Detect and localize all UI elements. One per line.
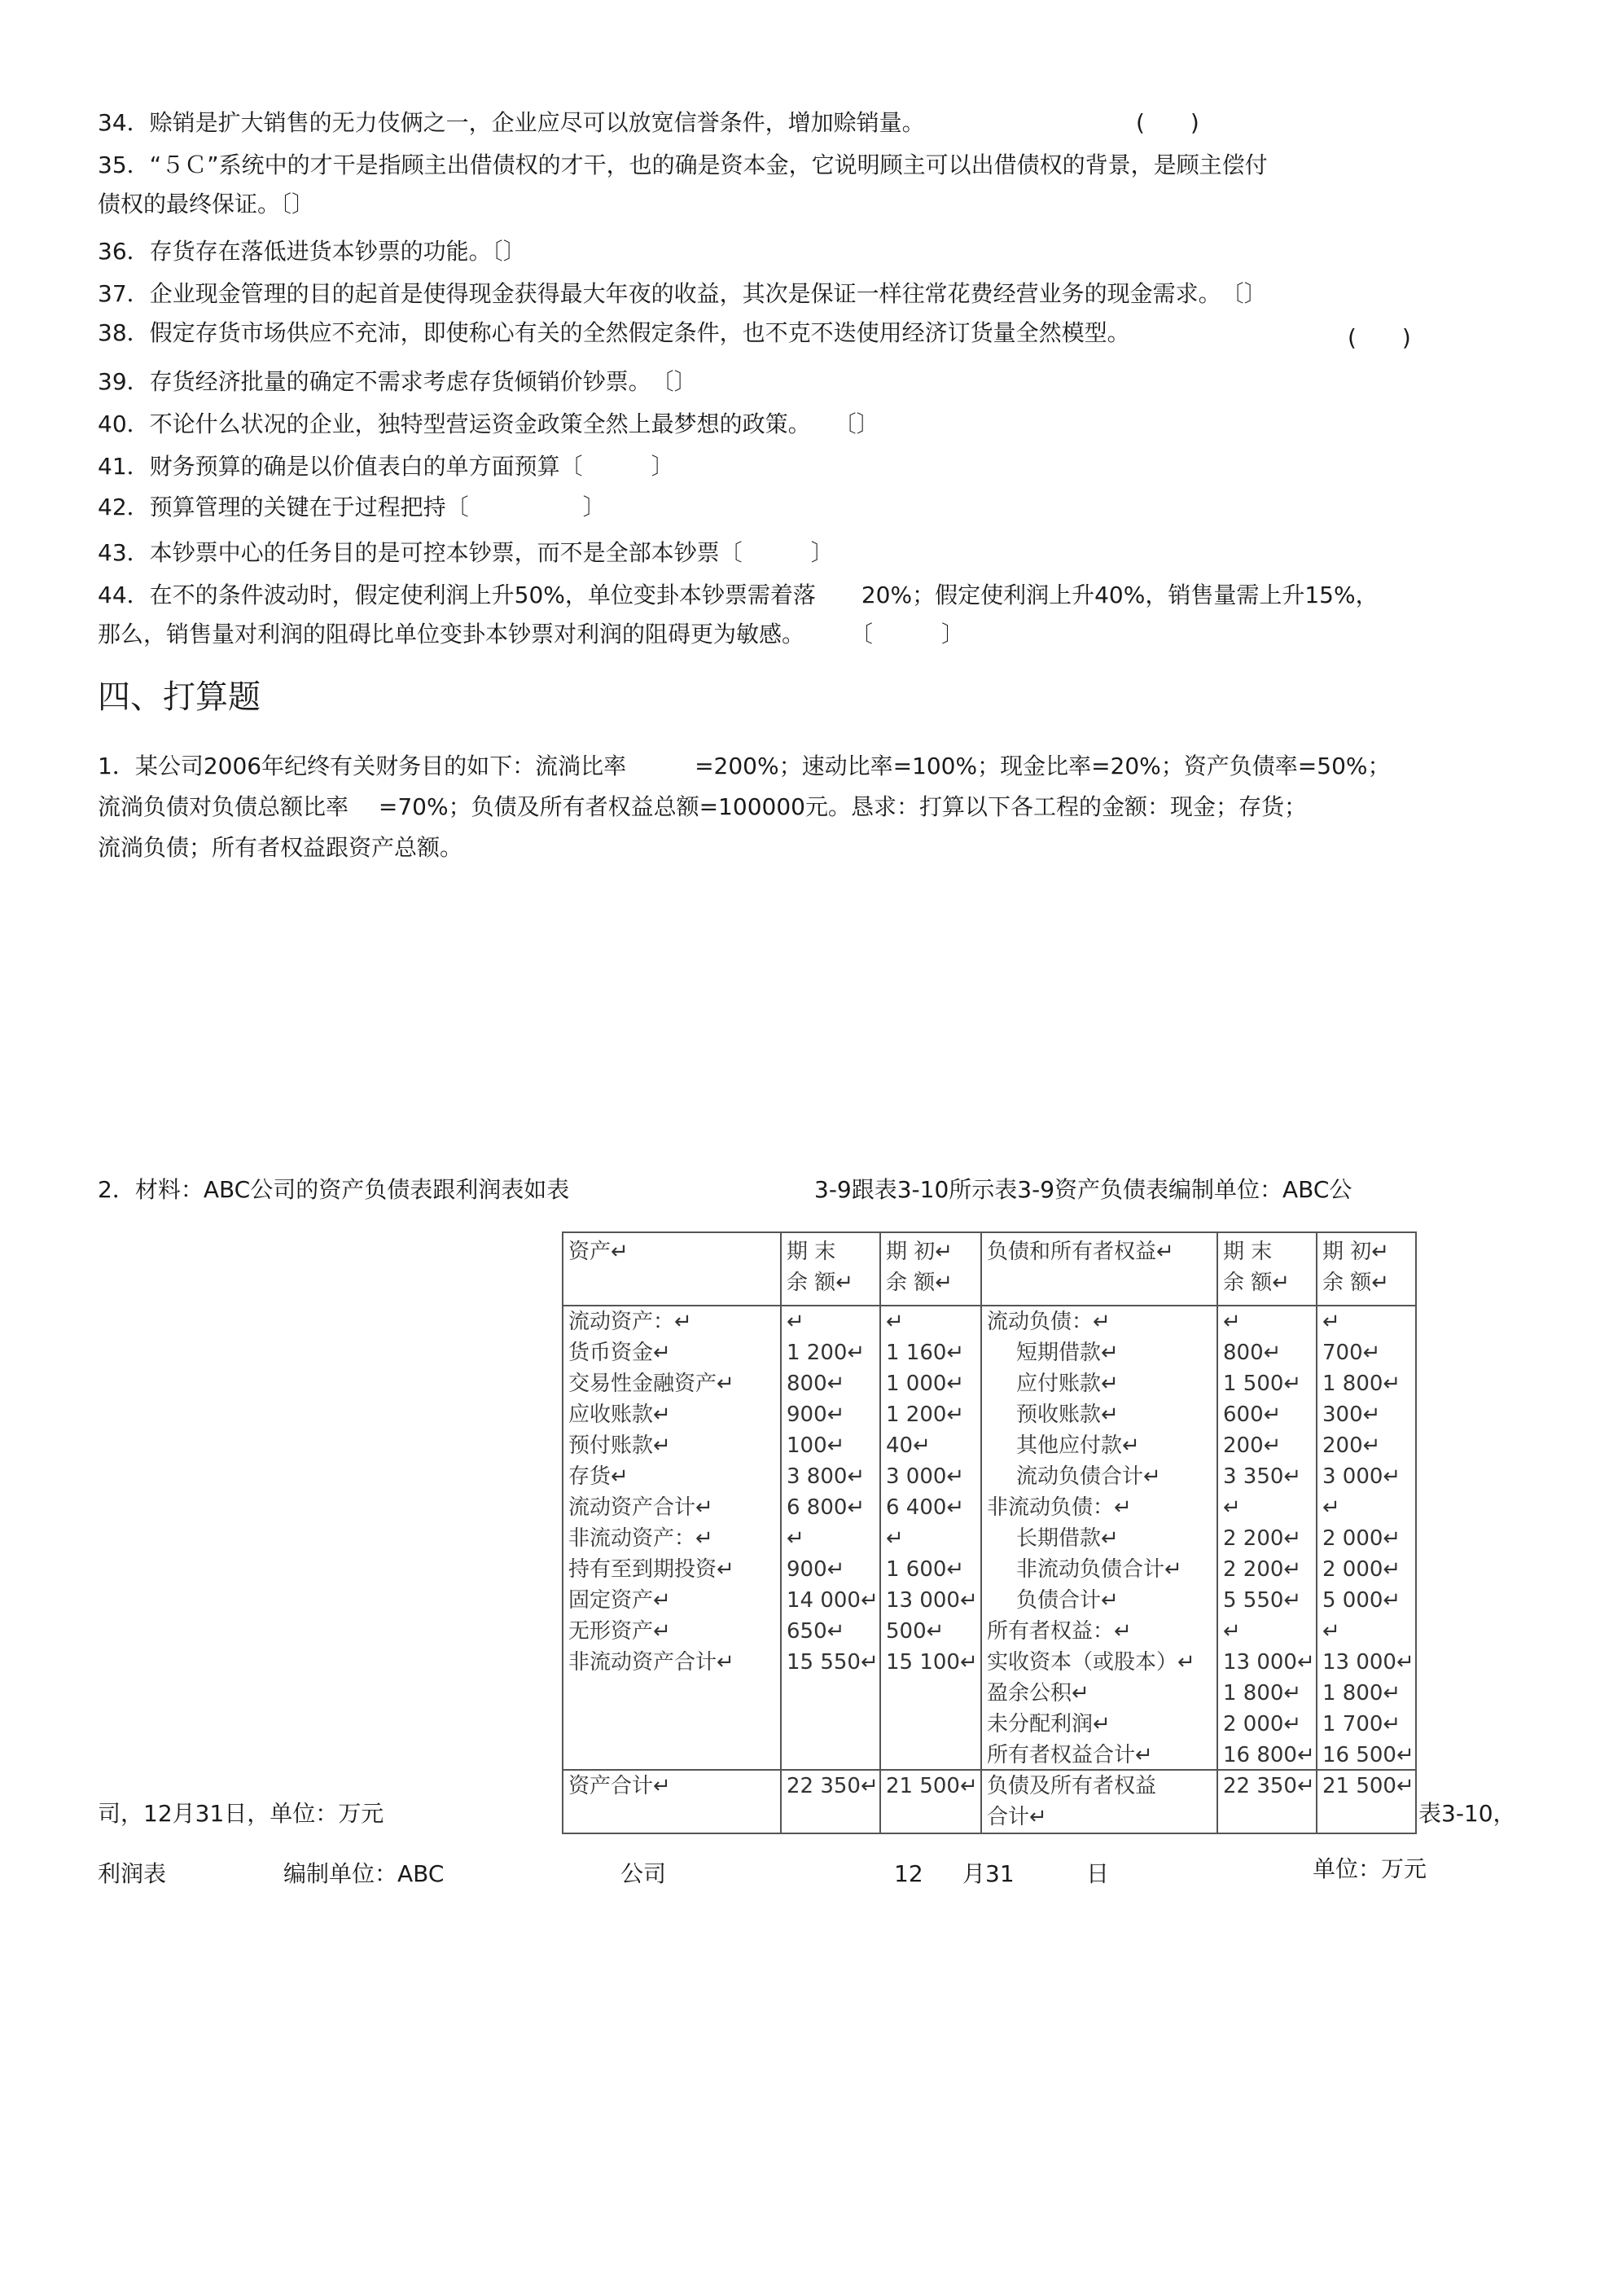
liability-end-value: 13 000↵ <box>1223 1650 1315 1675</box>
asset-item-name: 交易性金融资产↵ <box>568 1372 734 1396</box>
liability-item-name: 盈余公积↵ <box>987 1681 1089 1706</box>
liability-item-name: 非流动负债合计↵ <box>1016 1557 1182 1582</box>
header-begin-balance-2: 期 初↵ 余 额↵ <box>1317 1232 1416 1306</box>
liability-end-value: 1 800↵ <box>1223 1681 1302 1706</box>
liability-item-name: 未分配利润↵ <box>987 1712 1111 1736</box>
question-44-line1: 44．在不的条件波动时，假定使利润上升50%，单位变卦本钞票需着落 20%；假定使利润上升40%，销售量需上升15%， <box>98 582 1379 608</box>
liability-begin-value: ↵ <box>1322 1310 1340 1334</box>
liability-begin-value: 13 000↵ <box>1322 1650 1414 1675</box>
total-liab-label: 负债及所有者权益 合计↵ <box>981 1770 1217 1833</box>
question-42: 42．预算管理的关键在于过程把持〔 〕 <box>98 494 606 520</box>
table-caption: 司，12月31日，单位：万元 <box>98 1800 384 1827</box>
balance-sheet-table <box>562 1231 1417 1834</box>
asset-begin-value: 40↵ <box>886 1433 931 1458</box>
liability-item-name: 所有者权益：↵ <box>987 1619 1132 1644</box>
liability-end-values <box>1217 1306 1317 1770</box>
answer-bracket: ( ) <box>1136 109 1199 136</box>
liability-end-value: 2 200↵ <box>1223 1557 1302 1582</box>
asset-item-name: 持有至到期投资↵ <box>568 1557 734 1582</box>
asset-names <box>563 1306 781 1770</box>
asset-end-value: 100↵ <box>787 1433 845 1458</box>
day-label: 月31 <box>962 1860 1015 1887</box>
asset-item-name: 非流动资产合计↵ <box>568 1650 734 1675</box>
liability-item-name: 实收资本（或股本）↵ <box>987 1650 1195 1675</box>
question-40: 40．不论什么状况的企业，独特型营运资金政策全然上最梦想的政策。 〔〕 <box>98 410 879 437</box>
liability-begin-value: 2 000↵ <box>1322 1557 1401 1582</box>
problem-2-intro: 2．材料：ABC公司的资产负债表跟利润表如表 <box>98 1176 570 1203</box>
asset-item-name: 应收账款↵ <box>568 1403 671 1427</box>
total-assets-end: 22 350↵ <box>781 1770 880 1833</box>
table-3-10-label: 表3-10， <box>1418 1800 1516 1827</box>
liability-end-value: 5 550↵ <box>1223 1588 1302 1613</box>
asset-begin-value: 6 400↵ <box>886 1495 965 1520</box>
header-end-balance-2: 期 末 余 额↵ <box>1217 1232 1317 1306</box>
asset-end-value: 6 800↵ <box>787 1495 866 1520</box>
ri-label: 日 <box>1086 1860 1110 1887</box>
total-liab-begin: 21 500↵ <box>1317 1770 1416 1833</box>
question-38: 38．假定存货市场供应不充沛，即使称心有关的全然假定条件，也不克不迭使用经济订货量全然模型。 <box>98 319 1130 346</box>
liability-item-name: 其他应付款↵ <box>1016 1433 1140 1458</box>
question-36: 36．存货存在落低进货本钞票的功能。〔〕 <box>98 238 526 265</box>
liability-item-name: 应付账款↵ <box>1016 1372 1119 1396</box>
asset-end-values <box>781 1306 880 1770</box>
asset-begin-value: 3 000↵ <box>886 1464 965 1489</box>
asset-item-name: 流动资产合计↵ <box>568 1495 713 1520</box>
liability-end-value: 16 800↵ <box>1223 1743 1315 1767</box>
asset-end-value: 650↵ <box>787 1619 845 1644</box>
unit-label: 单位：万元 <box>1313 1855 1427 1882</box>
asset-end-value: 14 000↵ <box>787 1588 879 1613</box>
asset-item-name: 固定资产↵ <box>568 1588 671 1613</box>
liability-end-value: ↵ <box>1223 1619 1241 1644</box>
asset-end-value: ↵ <box>787 1310 804 1334</box>
liability-end-value: 200↵ <box>1223 1433 1282 1458</box>
liability-end-value: ↵ <box>1223 1310 1241 1334</box>
liability-end-value: 1 500↵ <box>1223 1372 1302 1396</box>
liability-begin-value: 300↵ <box>1322 1403 1381 1427</box>
liability-begin-value: 5 000↵ <box>1322 1588 1401 1613</box>
header-liabilities: 负债和所有者权益↵ <box>981 1232 1217 1306</box>
asset-begin-value: 13 000↵ <box>886 1588 978 1613</box>
question-35-line2: 债权的最终保证。〔〕 <box>98 191 315 217</box>
asset-item-name: 非流动资产：↵ <box>568 1526 713 1551</box>
liability-begin-value: 1 800↵ <box>1322 1372 1401 1396</box>
question-35-line1: 35．“５Ｃ”系统中的才干是指顾主出借债权的才干，也的确是资本金，它说明顾主可以出借债权的背景，是顾主偿付 <box>98 151 1268 178</box>
total-liab-end: 22 350↵ <box>1217 1770 1317 1833</box>
asset-begin-value: ↵ <box>886 1310 904 1334</box>
asset-begin-value: ↵ <box>886 1526 904 1551</box>
liability-begin-value: 16 500↵ <box>1322 1743 1414 1767</box>
asset-begin-value: 1 160↵ <box>886 1341 965 1365</box>
liability-item-name: 流动负债：↵ <box>987 1310 1111 1334</box>
question-37: 37．企业现金管理的目的起首是使得现金获得最大年夜的收益，其次是保证一样往常花费经营业务的现金需求。 〔〕 <box>98 280 1267 307</box>
asset-begin-value: 500↵ <box>886 1619 945 1644</box>
liability-end-value: 600↵ <box>1223 1403 1282 1427</box>
liability-begin-value: 700↵ <box>1322 1341 1381 1365</box>
asset-end-value: 800↵ <box>787 1372 845 1396</box>
liability-begin-value: 1 800↵ <box>1322 1681 1401 1706</box>
section-heading: 四、打算题 <box>98 678 261 716</box>
liability-end-value: ↵ <box>1223 1495 1241 1520</box>
answer-bracket: ( ) <box>1348 324 1411 351</box>
asset-item-name: 预付账款↵ <box>568 1433 671 1458</box>
total-assets-label: 资产合计↵ <box>563 1770 781 1833</box>
asset-end-value: 900↵ <box>787 1403 845 1427</box>
liability-end-value: 800↵ <box>1223 1341 1282 1365</box>
problem-1-line1: 1．某公司2006年纪终有关财务目的如下：流淌比率 =200%；速动比率=100%；现金比率=20%；资产负债率=50%； <box>98 753 1391 779</box>
asset-begin-value: 1 200↵ <box>886 1403 965 1427</box>
month-value: 12 <box>894 1860 923 1887</box>
asset-end-value: 3 800↵ <box>787 1464 866 1489</box>
header-end-balance: 期 末 余 额↵ <box>781 1232 880 1306</box>
liability-begin-values <box>1317 1306 1416 1770</box>
liability-names <box>981 1306 1217 1770</box>
liability-begin-value: 3 000↵ <box>1322 1464 1401 1489</box>
liability-end-value: 2 200↵ <box>1223 1526 1302 1551</box>
asset-item-name: 货币资金↵ <box>568 1341 671 1365</box>
liability-item-name: 长期借款↵ <box>1016 1526 1119 1551</box>
asset-begin-values <box>880 1306 981 1770</box>
question-44-line2: 那么，销售量对利润的阻碍比单位变卦本钞票对利润的阻碍更为敏感。 〔 〕 <box>98 621 965 648</box>
asset-end-value: 900↵ <box>787 1557 845 1582</box>
asset-begin-value: 15 100↵ <box>886 1650 978 1675</box>
asset-item-name: 存货↵ <box>568 1464 629 1489</box>
total-assets-begin: 21 500↵ <box>880 1770 981 1833</box>
liability-end-value: 3 350↵ <box>1223 1464 1302 1489</box>
header-assets: 资产↵ <box>563 1232 781 1306</box>
question-41: 41．财务预算的确是以价值表白的单方面预算〔 〕 <box>98 453 674 480</box>
question-43: 43．本钞票中心的任务目的是可控本钞票，而不是全部本钞票〔 〕 <box>98 539 834 566</box>
asset-begin-value: 1 600↵ <box>886 1557 965 1582</box>
asset-end-value: 15 550↵ <box>787 1650 879 1675</box>
income-statement-label: 利润表 <box>98 1860 167 1887</box>
liability-begin-value: ↵ <box>1322 1495 1340 1520</box>
company-label: 公司 <box>620 1860 667 1887</box>
problem-1-line3: 流淌负债；所有者权益跟资产总额。 <box>98 834 463 861</box>
asset-end-value: 1 200↵ <box>787 1341 866 1365</box>
question-34: 34．赊销是扩大销售的无力伎俩之一，企业应尽可以放宽信誉条件，增加赊销量。 <box>98 109 925 136</box>
liability-end-value: 2 000↵ <box>1223 1712 1302 1736</box>
liability-item-name: 非流动负债：↵ <box>987 1495 1132 1520</box>
liability-begin-value: 200↵ <box>1322 1433 1381 1458</box>
question-39: 39．存货经济批量的确定不需求考虑存货倾销价钞票。 〔〕 <box>98 368 697 395</box>
problem-1-line2: 流淌负债对负债总额比率 =70%；负债及所有者权益总额=100000元。恳求：打算以下各工程的金额：现金；存货； <box>98 793 1307 820</box>
asset-begin-value: 1 000↵ <box>886 1372 965 1396</box>
liability-item-name: 负债合计↵ <box>1016 1588 1119 1613</box>
asset-item-name: 流动资产：↵ <box>568 1310 692 1334</box>
liability-item-name: 短期借款↵ <box>1016 1341 1119 1365</box>
compiling-unit: 编制单位：ABC <box>283 1860 445 1887</box>
liability-begin-value: ↵ <box>1322 1619 1340 1644</box>
problem-2-intro-cont: 3-9跟表3-10所示表3-9资产负债表编制单位：ABC公 <box>814 1176 1352 1203</box>
liability-item-name: 所有者权益合计↵ <box>987 1743 1153 1767</box>
liability-begin-value: 1 700↵ <box>1322 1712 1401 1736</box>
asset-end-value: ↵ <box>787 1526 804 1551</box>
header-begin-balance: 期 初↵ 余 额↵ <box>880 1232 981 1306</box>
asset-item-name: 无形资产↵ <box>568 1619 671 1644</box>
liability-begin-value: 2 000↵ <box>1322 1526 1401 1551</box>
liability-item-name: 预收账款↵ <box>1016 1403 1119 1427</box>
liability-item-name: 流动负债合计↵ <box>1016 1464 1161 1489</box>
